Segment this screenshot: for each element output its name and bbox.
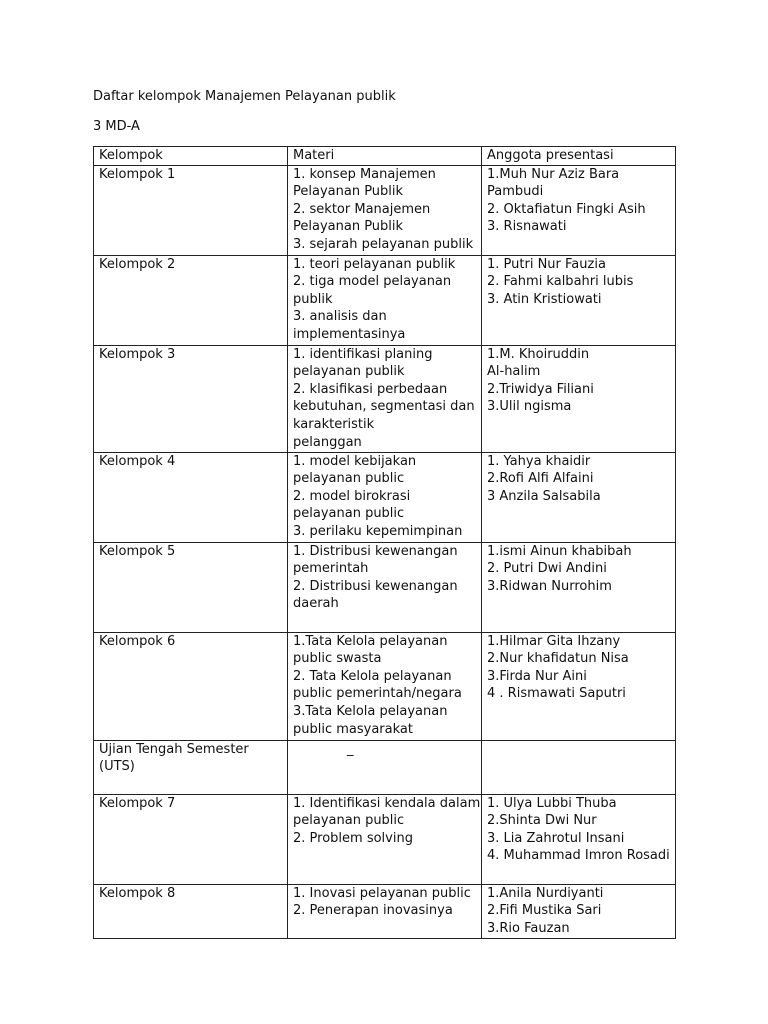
- material-line: 3. analisis dan: [293, 309, 387, 325]
- members-cell: [482, 452, 676, 542]
- member-line: 1.Muh Nur Aziz Bara: [487, 166, 620, 182]
- material-line: pelayanan public: [293, 471, 405, 487]
- group-name: (UTS): [99, 759, 135, 775]
- material-line: pemerintah: [293, 561, 369, 577]
- member-line: 3. Lia Zahrotul Insani: [487, 830, 625, 846]
- group-cell: [94, 794, 288, 884]
- header-kelompok: Kelompok: [94, 147, 288, 166]
- material-line: 2. klasifikasi perbedaan: [293, 381, 448, 397]
- members-cell: [482, 740, 676, 794]
- member-line: 4. Muhammad Imron Rosadi: [487, 848, 670, 864]
- material-line: 1. teori pelayanan publik: [293, 256, 456, 272]
- material-line: pelanggan: [293, 434, 362, 450]
- member-line: 3.Rio Fauzan: [487, 920, 570, 936]
- member-line: 1.Anila Nurdiyanti: [487, 885, 604, 901]
- member-line: 2. Putri Dwi Andini: [487, 561, 607, 577]
- document-title: Daftar kelompok Manajemen Pelayanan publik: [93, 89, 396, 104]
- group-name: Kelompok 4: [99, 453, 176, 469]
- group-cell: [94, 740, 288, 794]
- material-line: kebutuhan, segmentasi dan: [293, 399, 475, 415]
- material-line: Pelayanan Publik: [293, 219, 404, 235]
- material-line: 1. model kebijakan: [293, 453, 417, 469]
- material-line: 1. Distribusi kewenangan: [293, 543, 458, 559]
- group-cell: [94, 542, 288, 632]
- table-row: [94, 255, 676, 345]
- members-cell: [482, 345, 676, 452]
- material-line: 3. sejarah pelayanan publik: [293, 236, 474, 252]
- group-cell: [94, 632, 288, 740]
- group-name: Kelompok 7: [99, 795, 176, 811]
- group-name: Kelompok 2: [99, 256, 176, 272]
- member-line: 1. Ulya Lubbi Thuba: [487, 795, 617, 811]
- material-line: pelayanan public: [293, 813, 405, 829]
- material-line: 1. Identifikasi kendala dalam: [293, 795, 481, 811]
- material-line: daerah: [293, 596, 339, 612]
- class-name: 3 MD-A: [93, 119, 140, 134]
- table-row: [94, 345, 676, 452]
- members-cell: [482, 165, 676, 255]
- group-table: [93, 146, 676, 939]
- material-line: public masyarakat: [293, 721, 413, 737]
- member-line: 3. Atin Kristiowati: [487, 291, 602, 307]
- member-line: Pambudi: [487, 184, 544, 200]
- material-line: 2. sektor Manajemen: [293, 201, 431, 217]
- material-cell: [288, 884, 482, 938]
- member-line: 2.Shinta Dwi Nur: [487, 813, 597, 829]
- member-line: 1.Hilmar Gita Ihzany: [487, 633, 621, 649]
- material-line: pelayanan publik: [293, 364, 405, 380]
- header-materi: Materi: [288, 147, 482, 166]
- material-line: 2. Penerapan inovasinya: [293, 903, 453, 919]
- material-line: 1. Inovasi pelayanan public: [293, 885, 471, 901]
- material-line: 2. Tata Kelola pelayanan: [293, 668, 452, 684]
- members-cell: [482, 632, 676, 740]
- member-line: 1.ismi Ainun khabibah: [487, 543, 632, 559]
- material-line: Pelayanan Publik: [293, 184, 404, 200]
- member-line: 2. Fahmi kalbahri lubis: [487, 274, 634, 290]
- table-row: [94, 452, 676, 542]
- material-line: 1. konsep Manajemen: [293, 166, 436, 182]
- material-line: 3.Tata Kelola pelayanan: [293, 703, 448, 719]
- material-cell: [288, 452, 482, 542]
- member-line: 1.M. Khoiruddin: [487, 346, 590, 362]
- empty-dash: _: [347, 741, 354, 757]
- material-line: 2. model birokrasi: [293, 488, 411, 504]
- member-line: 2.Fifi Mustika Sari: [487, 903, 602, 919]
- table-row: [94, 884, 676, 938]
- group-name: Kelompok 8: [99, 885, 176, 901]
- material-cell: [288, 542, 482, 632]
- members-cell: [482, 542, 676, 632]
- table-row: [94, 165, 676, 255]
- material-line: 1. identifikasi planing: [293, 346, 433, 362]
- members-cell: [482, 884, 676, 938]
- material-line: 2. tiga model pelayanan: [293, 274, 452, 290]
- group-cell: [94, 452, 288, 542]
- group-name: Kelompok 6: [99, 633, 176, 649]
- material-cell: [288, 255, 482, 345]
- material-line: pelayanan public: [293, 506, 405, 522]
- group-name: Kelompok 1: [99, 166, 176, 182]
- member-line: 2. Oktafiatun Fingki Asih: [487, 201, 646, 217]
- table-row: [94, 632, 676, 740]
- table-header-row: [94, 147, 676, 166]
- material-line: public pemerintah/negara: [293, 686, 462, 702]
- material-line: 2. Distribusi kewenangan: [293, 578, 458, 594]
- table-row: [94, 794, 676, 884]
- member-line: 3 Anzila Salsabila: [487, 488, 601, 504]
- table-row: [94, 740, 676, 794]
- material-line: 2. Problem solving: [293, 830, 413, 846]
- material-line: karakteristik: [293, 416, 375, 432]
- material-cell: [288, 740, 482, 794]
- member-line: 4 . Rismawati Saputri: [487, 686, 626, 702]
- member-line: 2.Rofi Alfi Alfaini: [487, 471, 594, 487]
- material-cell: [288, 632, 482, 740]
- table-row: [94, 542, 676, 632]
- member-line: Al-halim: [487, 364, 541, 380]
- group-name: Kelompok 5: [99, 543, 176, 559]
- member-line: 3.Ridwan Nurrohim: [487, 578, 612, 594]
- members-cell: [482, 794, 676, 884]
- material-cell: [288, 345, 482, 452]
- material-line: 3. perilaku kepemimpinan: [293, 523, 463, 539]
- material-cell: [288, 165, 482, 255]
- material-line: 1.Tata Kelola pelayanan: [293, 633, 448, 649]
- members-cell: [482, 255, 676, 345]
- member-line: 2.Triwidya Filiani: [487, 381, 594, 397]
- member-line: 3.Firda Nur Aini: [487, 668, 587, 684]
- group-name: Kelompok 3: [99, 346, 176, 362]
- member-line: 1. Putri Nur Fauzia: [487, 256, 606, 272]
- group-name: Ujian Tengah Semester: [99, 741, 249, 757]
- member-line: 2.Nur khafidatun Nisa: [487, 651, 629, 667]
- material-line: publik: [293, 291, 333, 307]
- group-cell: [94, 255, 288, 345]
- material-cell: [288, 794, 482, 884]
- member-line: 3. Risnawati: [487, 219, 567, 235]
- group-cell: [94, 345, 288, 452]
- member-line: 3.Ulil ngisma: [487, 399, 572, 415]
- material-line: implementasinya: [293, 326, 406, 342]
- material-line: public swasta: [293, 651, 382, 667]
- group-cell: [94, 165, 288, 255]
- member-line: 1. Yahya khaidir: [487, 453, 591, 469]
- header-anggota: Anggota presentasi: [482, 147, 676, 166]
- group-cell: [94, 884, 288, 938]
